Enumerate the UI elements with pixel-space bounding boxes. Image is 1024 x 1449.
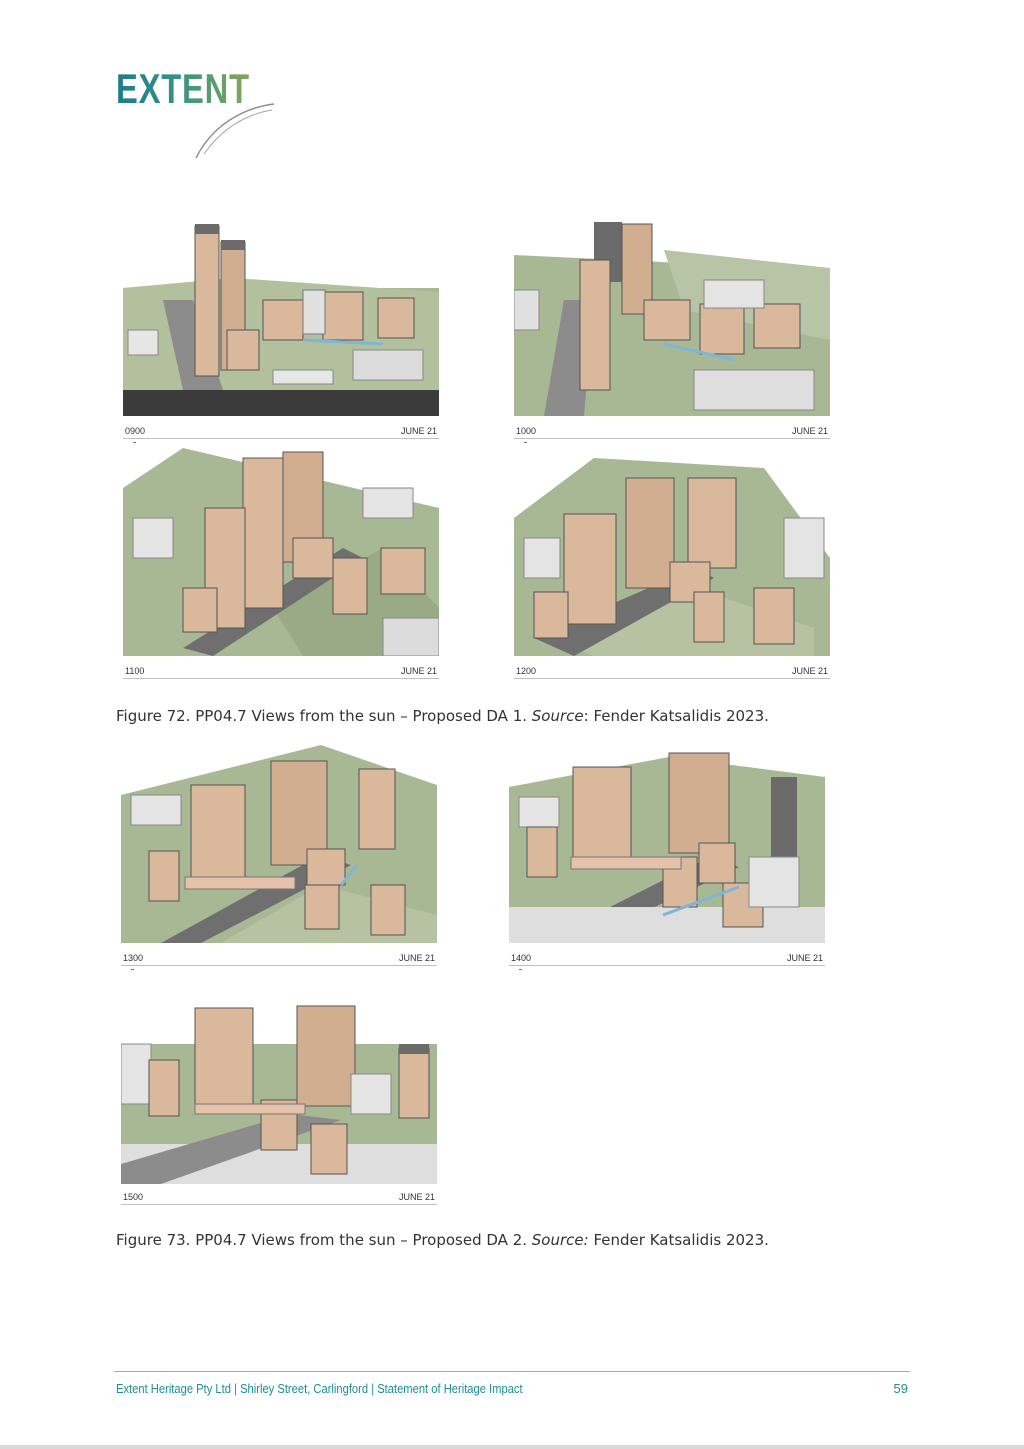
panel-date-label: JUNE 21 bbox=[400, 666, 437, 676]
panel-tick bbox=[131, 969, 134, 970]
massing-render-image bbox=[509, 747, 825, 943]
panel-time-label: 1200 bbox=[516, 666, 537, 676]
panel-time-label: 1000 bbox=[516, 426, 537, 436]
panel-date-label: JUNE 21 bbox=[398, 953, 435, 963]
panel-caption-bar bbox=[514, 424, 830, 439]
caption-source-text: Fender Katsalidis 2023. bbox=[593, 707, 769, 725]
panel-tick bbox=[133, 442, 136, 443]
panel-date-label: JUNE 21 bbox=[400, 426, 437, 436]
panel-date-label: JUNE 21 bbox=[786, 953, 823, 963]
panel-time-label: 1500 bbox=[123, 1192, 144, 1202]
massing-render-image bbox=[514, 458, 830, 656]
panel-date-label: JUNE 21 bbox=[791, 666, 828, 676]
massing-render-image bbox=[121, 745, 437, 943]
panel-caption-bar bbox=[509, 951, 825, 966]
sun-view-panel bbox=[123, 220, 439, 436]
sun-view-panel bbox=[121, 745, 437, 963]
logo-wordmark: EXTENT bbox=[116, 65, 250, 112]
sun-view-panel bbox=[514, 458, 830, 676]
massing-render-image bbox=[123, 448, 439, 656]
panel-time-label: 1100 bbox=[125, 666, 145, 676]
figure-72-caption bbox=[116, 707, 769, 725]
panel-tick bbox=[524, 442, 527, 443]
caption-source-text: Fender Katsalidis 2023. bbox=[593, 1231, 769, 1249]
panel-date-label: JUNE 21 bbox=[791, 426, 828, 436]
panel-time-label: 1400 bbox=[511, 953, 532, 963]
page-edge bbox=[0, 1445, 1024, 1449]
sun-view-panel bbox=[121, 1004, 437, 1202]
caption-source-label: Source bbox=[531, 707, 584, 725]
panel-caption-bar bbox=[123, 424, 439, 439]
panel-caption-bar bbox=[121, 951, 437, 966]
panel-date-label: JUNE 21 bbox=[398, 1192, 435, 1202]
massing-render-image bbox=[514, 220, 830, 416]
sun-view-panel bbox=[514, 220, 830, 436]
massing-render-image bbox=[121, 1004, 437, 1184]
massing-render-image bbox=[123, 220, 439, 416]
panel-time-label: 0900 bbox=[125, 426, 146, 436]
footer-divider bbox=[114, 1371, 910, 1372]
logo-swoosh-icon bbox=[112, 66, 282, 161]
panel-caption-bar bbox=[514, 664, 830, 679]
panel-time-label: 1300 bbox=[123, 953, 144, 963]
panel-caption-bar bbox=[123, 664, 439, 679]
footer-title: Extent Heritage Pty Ltd | Shirley Street, Carlingford | Statement of Heritage Impact bbox=[116, 1381, 523, 1396]
sun-view-panel bbox=[509, 747, 825, 963]
figure-73-caption bbox=[116, 1231, 769, 1249]
page-number: 59 bbox=[893, 1381, 908, 1396]
caption-text: Figure 72. PP04.7 Views from the sun – Proposed DA 1. bbox=[116, 707, 532, 725]
caption-source-sep: : bbox=[583, 707, 594, 725]
sun-view-panel bbox=[123, 448, 439, 676]
extent-logo bbox=[112, 66, 282, 161]
caption-source-label: Source: bbox=[531, 1231, 589, 1249]
caption-text: Figure 73. PP04.7 Views from the sun – Proposed DA 2. bbox=[116, 1231, 532, 1249]
panel-caption-bar bbox=[121, 1190, 437, 1205]
panel-tick bbox=[519, 969, 522, 970]
